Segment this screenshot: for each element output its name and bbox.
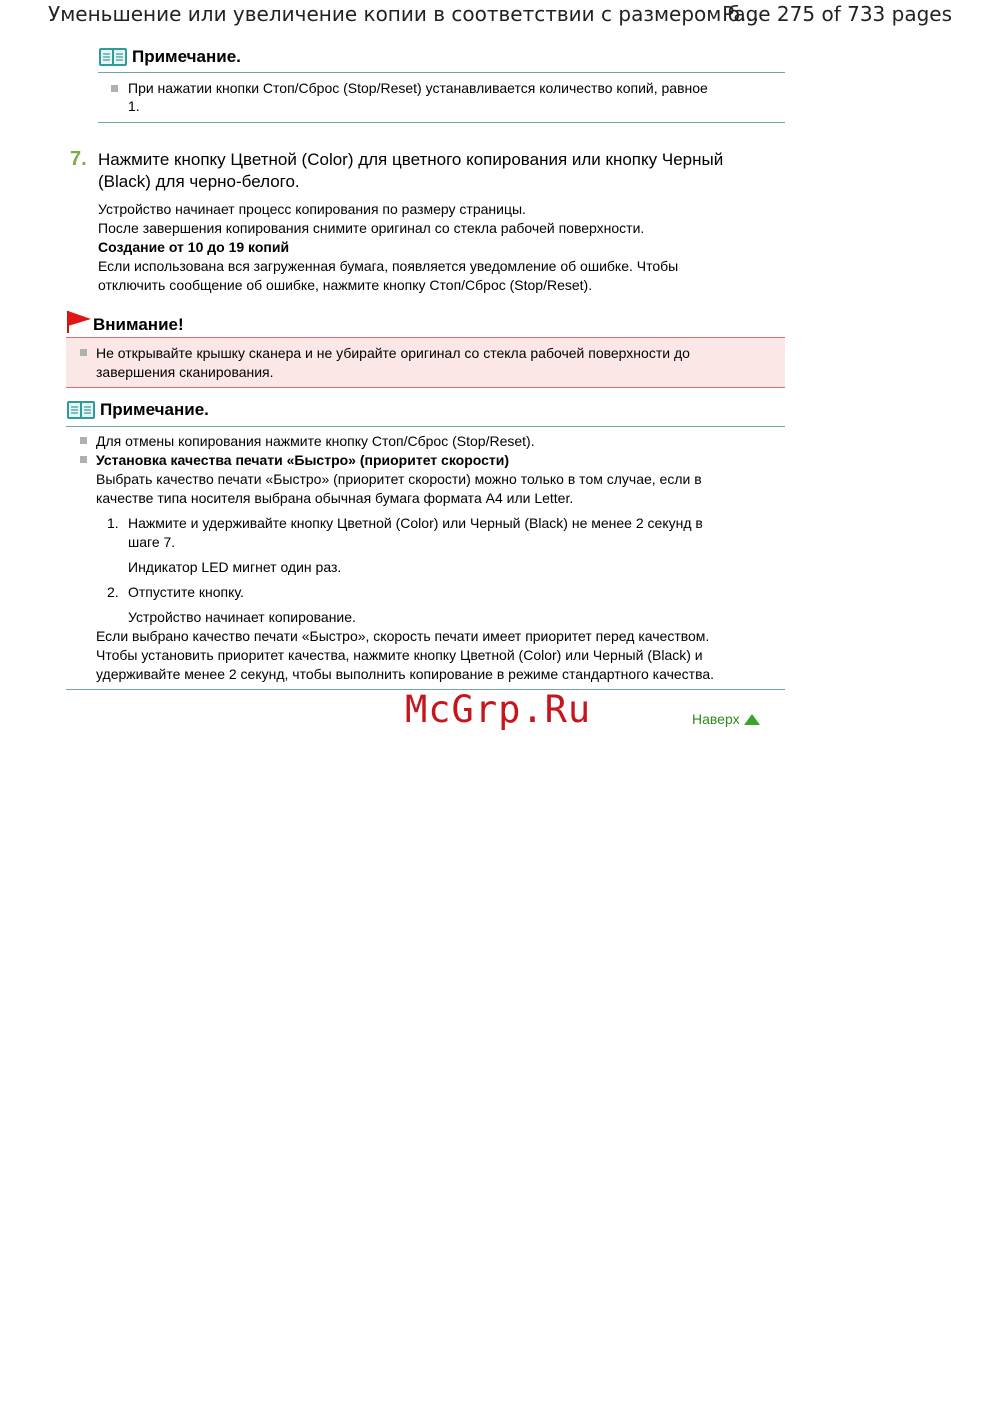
step-heading-line: Нажмите кнопку Цветной (Color) для цветного копирования или кнопку Черный bbox=[98, 150, 724, 169]
caution-heading bbox=[66, 309, 184, 335]
step-heading-line: (Black) для черно-белого. bbox=[98, 172, 300, 191]
substep-text: Отпустите кнопку. bbox=[128, 584, 244, 600]
step-body: Устройство начинает процесс копирования по размеру страницы. bbox=[98, 201, 526, 217]
note-divider bbox=[98, 122, 785, 123]
substep-text: Нажмите и удерживайте кнопку Цветной (Color) или Черный (Black) не менее 2 секунд в bbox=[128, 515, 703, 531]
note-label: Примечание. bbox=[100, 400, 209, 419]
page-counter: Page 275 of 733 pages bbox=[722, 2, 952, 26]
note-item-body: Выбрать качество печати «Быстро» (приоритет скорости) можно только в том случае, если в bbox=[96, 471, 702, 487]
back-to-top-label: Наверх bbox=[692, 711, 740, 727]
substep-result: Индикатор LED мигнет один раз. bbox=[128, 559, 342, 575]
note-item-title-text: Установка качества печати «Быстро» (приоритет скорости) bbox=[96, 452, 510, 468]
up-arrow-icon bbox=[744, 714, 760, 725]
note-divider bbox=[66, 426, 785, 427]
note-label: Примечание. bbox=[132, 47, 241, 66]
note-item-title bbox=[96, 451, 509, 470]
book-icon bbox=[66, 399, 96, 421]
note-tail: Если выбрано качество печати «Быстро», скорость печати имеет приоритет перед качеством. bbox=[96, 628, 710, 644]
step-subheading bbox=[98, 238, 289, 257]
bullet-icon bbox=[111, 85, 118, 92]
note-item-cont: 1. bbox=[128, 98, 140, 114]
note-tail: Чтобы установить приоритет качества, нажмите кнопку Цветной (Color) или Черный (Black) и bbox=[96, 647, 703, 663]
book-icon bbox=[98, 46, 128, 68]
note-tail: удерживайте менее 2 секунд, чтобы выполнить копирование в режиме стандартного качества. bbox=[96, 666, 715, 682]
note-item: При нажатии кнопки Стоп/Сброс (Stop/Reset) устанавливается количество копий, равное bbox=[128, 80, 708, 96]
note-item: Для отмены копирования нажмите кнопку Стоп/Сброс (Stop/Reset). bbox=[96, 433, 535, 449]
bullet-icon bbox=[80, 456, 87, 463]
note-heading bbox=[66, 399, 209, 421]
step-number: 7. bbox=[70, 148, 87, 170]
note-item-body: качестве типа носителя выбрана обычная бумага формата A4 или Letter. bbox=[96, 490, 574, 506]
bullet-icon bbox=[80, 349, 87, 356]
substep-result: Устройство начинает копирование. bbox=[128, 609, 356, 625]
step-body: Если использована вся загруженная бумага, появляется уведомление об ошибке. Чтобы bbox=[98, 258, 679, 274]
caution-text: завершения сканирования. bbox=[96, 364, 274, 380]
step-subheading-text: Создание от 10 до 19 копий bbox=[98, 239, 290, 255]
page-header-title: Уменьшение или увеличение копии в соответствии с размером б... bbox=[48, 2, 760, 26]
back-to-top-link[interactable] bbox=[692, 711, 760, 727]
note-heading bbox=[98, 46, 241, 68]
note-divider bbox=[98, 72, 785, 73]
substep-text: шаге 7. bbox=[128, 534, 176, 550]
caution-label: Внимание! bbox=[93, 315, 184, 334]
substep-number: 1. bbox=[107, 515, 119, 531]
step-body: После завершения копирования снимите оригинал со стекла рабочей поверхности. bbox=[98, 220, 645, 236]
red-flag-icon bbox=[66, 310, 92, 334]
caution-text: Не открывайте крышку сканера и не убирайте оригинал со стекла рабочей поверхности до bbox=[96, 345, 690, 361]
substep-number: 2. bbox=[107, 584, 119, 600]
bullet-icon bbox=[80, 437, 87, 444]
step-heading bbox=[98, 149, 788, 193]
watermark: McGrp.Ru bbox=[405, 688, 592, 731]
step-body: отключить сообщение об ошибке, нажмите кнопку Стоп/Сброс (Stop/Reset). bbox=[98, 277, 593, 293]
